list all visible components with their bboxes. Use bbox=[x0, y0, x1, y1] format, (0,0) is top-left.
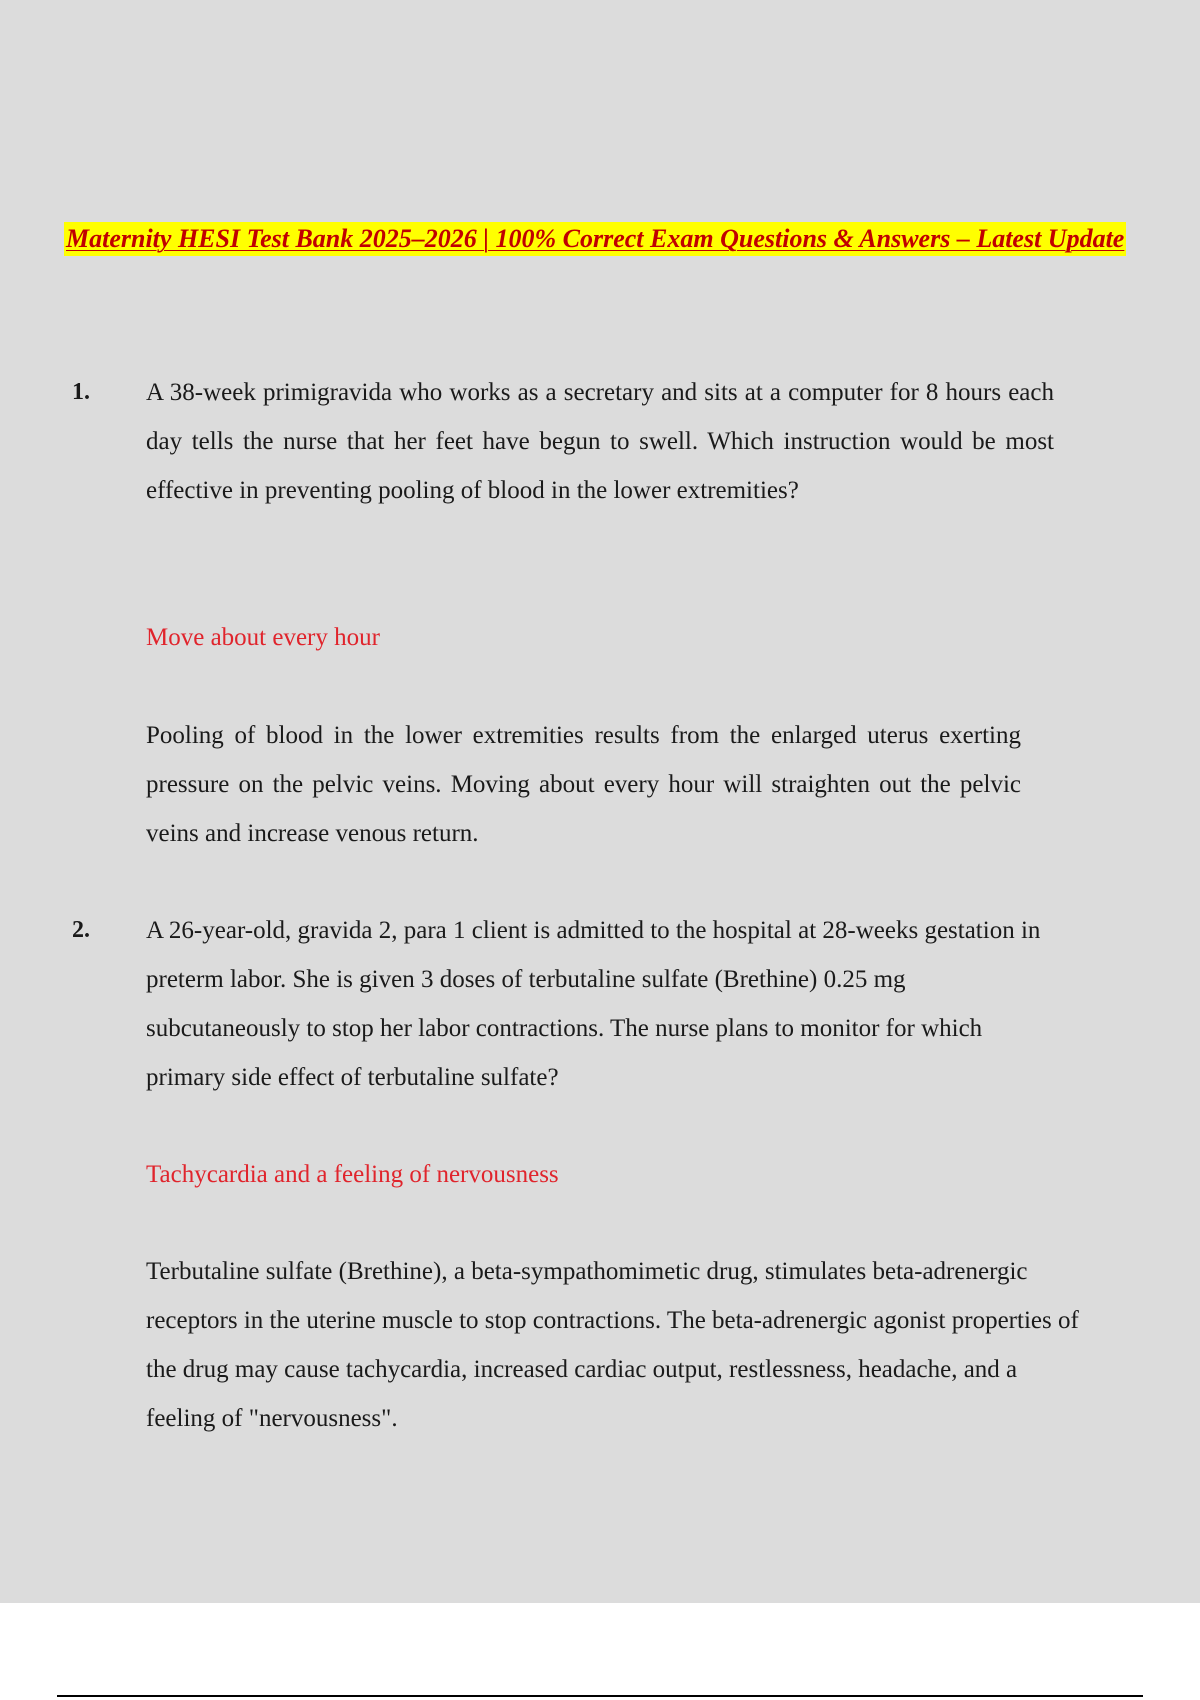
question-2-number: 2. bbox=[72, 917, 90, 943]
question-1-text: A 38-week primigravida who works as a secretary and sits at a computer for 8 hours each day tells the nurse that her feet have begun to swell. Which instruction would be most effective in preventing pooling of blood in the lower extremities? bbox=[146, 379, 1054, 504]
question-1-rationale: Pooling of blood in the lower extremities results from the enlarged uterus exerting pressure on the pelvic veins. Moving about every hour will straighten out the pelvic veins and increase venous return. bbox=[146, 722, 1021, 847]
question-1-answer: Move about every hour bbox=[146, 624, 380, 651]
question-2-answer: Tachycardia and a feeling of nervousness bbox=[146, 1161, 559, 1188]
question-1-number: 1. bbox=[72, 379, 90, 405]
question-2-text: A 26-year-old, gravida 2, para 1 client is admitted to the hospital at 28-weeks gestation in preterm labor. She is given 3 doses of terbutaline sulfate (Brethine) 0.25 mg subcutaneously to stop her labor contractions. The nurse plans to monitor for which primary side effect of terbutaline sulfate? bbox=[146, 917, 1041, 1091]
question-2-rationale: Terbutaline sulfate (Brethine), a beta-sympathomimetic drug, stimulates beta-adrenergic receptors in the uterine muscle to stop contractions. The beta-adrenergic agonist properties of the drug may cause tachycardia, increased cardiac output, restlessness, headache, and a feeling of "nervousness". bbox=[146, 1258, 1079, 1432]
footer-divider bbox=[57, 1695, 1143, 1697]
document-title: Maternity HESI Test Bank 2025–2026 | 100% Correct Exam Questions & Answers – Latest Update bbox=[64, 222, 1126, 256]
